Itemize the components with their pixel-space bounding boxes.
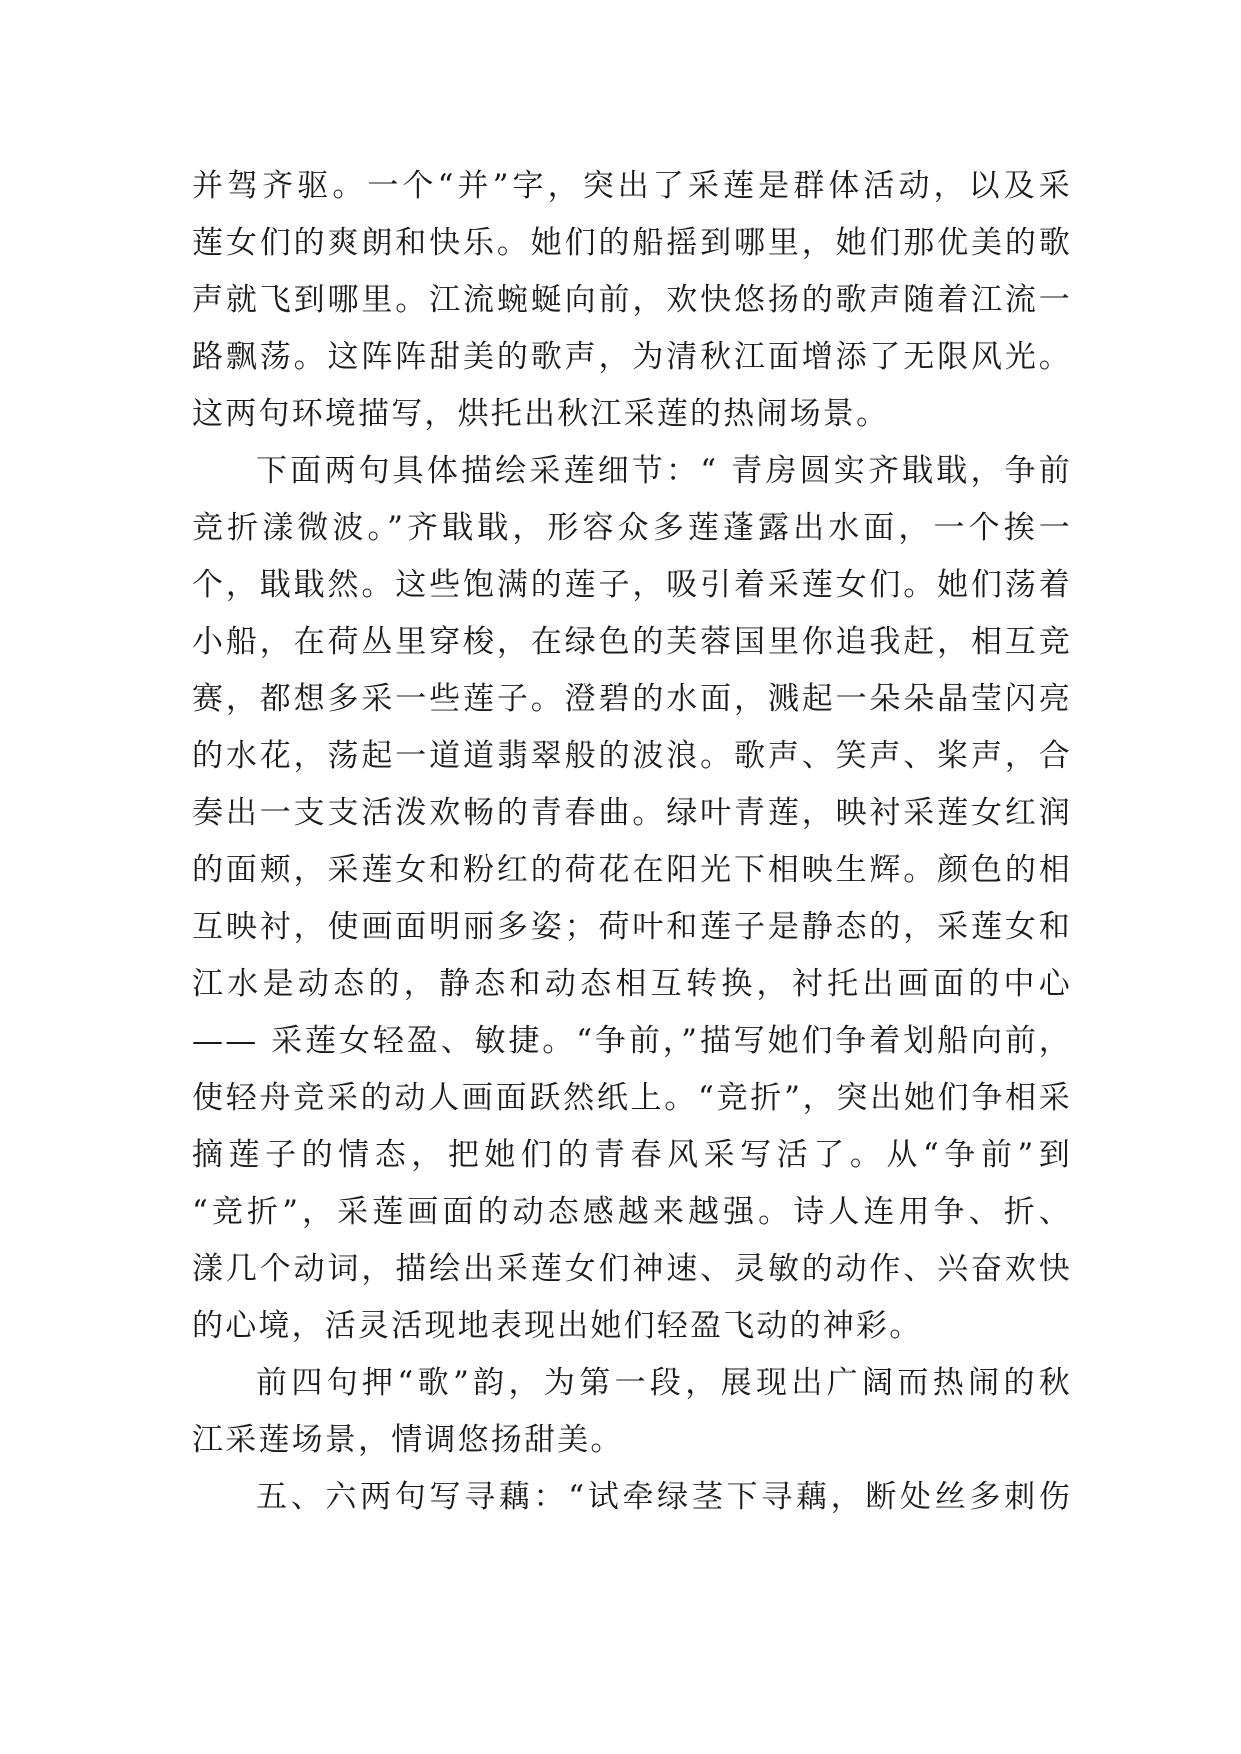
- text-line: 使轻舟竞采的动人画面跃然纸上。“竞折”，突出她们争相采: [192, 1080, 1072, 1116]
- text-line: 前四句押“歌”韵，为第一段，展现出广阔而热闹的秋: [256, 1365, 1072, 1401]
- text-line: 路飘荡。这阵阵甜美的歌声，为清秋江面增添了无限风光。: [192, 339, 1072, 375]
- text-line: 个，戢戢然。这些饱满的莲子，吸引着采莲女们。她们荡着: [192, 567, 1072, 603]
- text-line: 的面颊，采莲女和粉红的荷花在阳光下相映生辉。颜色的相: [192, 852, 1072, 888]
- text-line: “竞折”，采莲画面的动态感越来越强。诗人连用争、折、: [192, 1194, 1072, 1230]
- text-line: 漾几个动词，描绘出采莲女们神速、灵敏的动作、兴奋欢快: [192, 1251, 1072, 1287]
- text-line: —— 采莲女轻盈、敏捷。“争前，”描写她们争着划船向前，: [192, 1023, 1072, 1059]
- text-line: 摘莲子的情态，把她们的青春风采写活了。从“争前”到: [192, 1137, 1072, 1173]
- text-line: 互映衬，使画面明丽多姿；荷叶和莲子是静态的，采莲女和: [192, 909, 1072, 945]
- text-line: 江水是动态的，静态和动态相互转换，衬托出画面的中心: [192, 966, 1072, 1002]
- text-line: 的水花，荡起一道道翡翠般的波浪。歌声、笑声、桨声，合: [192, 738, 1072, 774]
- text-line: 莲女们的爽朗和快乐。她们的船摇到哪里，她们那优美的歌: [192, 225, 1072, 261]
- text-line: 小船，在荷丛里穿梭，在绿色的芙蓉国里你追我赶，相互竞: [192, 624, 1072, 660]
- text-line: 五、六两句写寻藕：“试牵绿茎下寻藕，断处丝多刺伤: [256, 1479, 1072, 1515]
- text-line: 奏出一支支活泼欢畅的青春曲。绿叶青莲，映衬采莲女红润: [192, 795, 1072, 831]
- text-line: 赛，都想多采一些莲子。澄碧的水面，溅起一朵朵晶莹闪亮: [192, 681, 1072, 717]
- text-line: 声就飞到哪里。江流蜿蜒向前，欢快悠扬的歌声随着江流一: [192, 282, 1072, 318]
- text-line: 竞折漾微波。”齐戢戢，形容众多莲蓬露出水面，一个挨一: [192, 510, 1072, 546]
- text-line: 并驾齐驱。一个“并”字，突出了采莲是群体活动，以及采: [192, 168, 1072, 204]
- text-line: 下面两句具体描绘采莲细节：“ 青房圆实齐戢戢，争前: [256, 453, 1072, 489]
- text-line: 的心境，活灵活现地表现出她们轻盈飞动的神彩。: [192, 1308, 923, 1344]
- text-line: 江采莲场景，情调悠扬甜美。: [192, 1422, 624, 1458]
- text-line: 这两句环境描写，烘托出秋江采莲的热闹场景。: [192, 396, 890, 432]
- body-text: [192, 158, 1072, 1526]
